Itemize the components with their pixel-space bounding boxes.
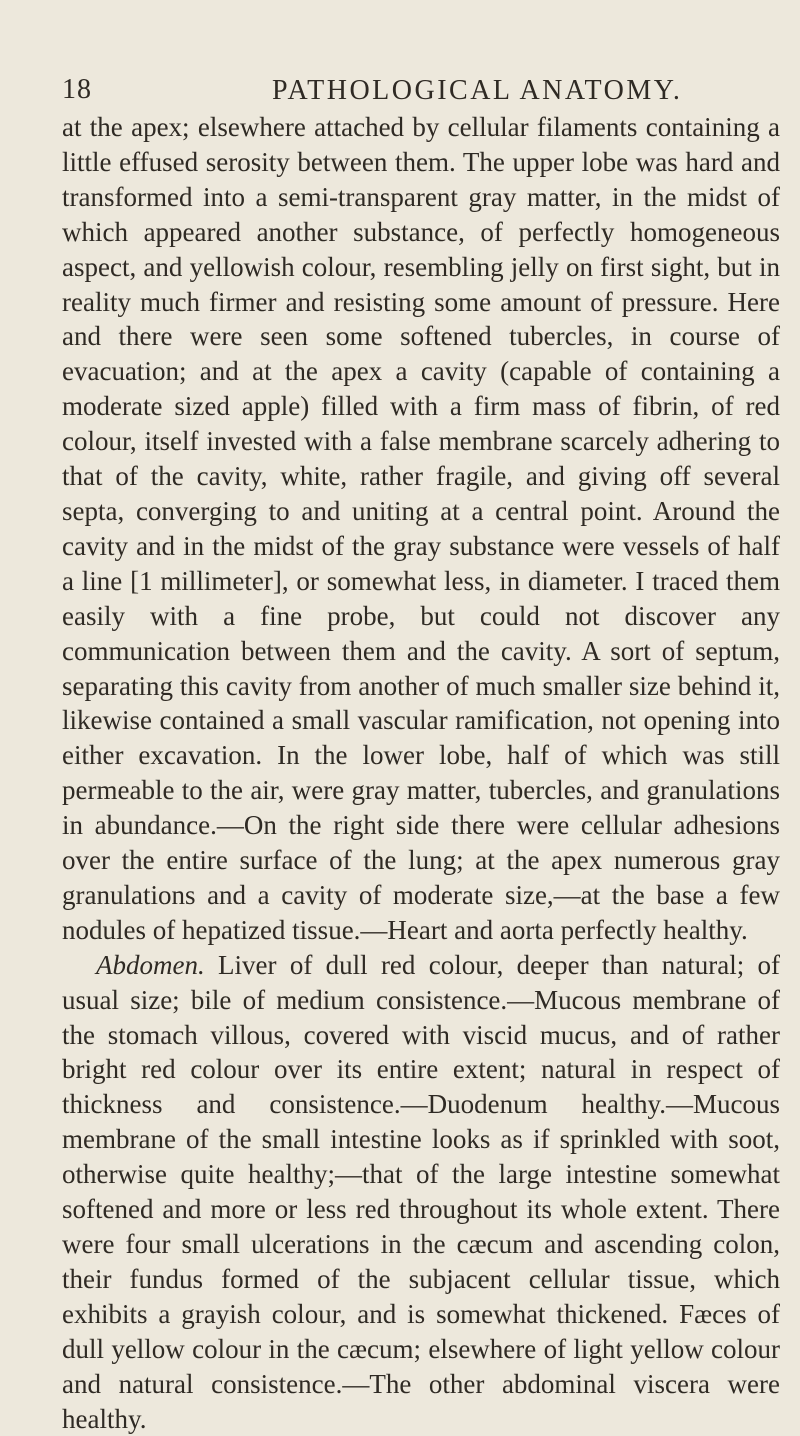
running-head: [62, 0, 780, 110]
running-title: PATHOLOGICAL ANATOMY.: [272, 75, 683, 106]
paragraph-thorax-continued: at the apex; elsewhere attached by cellular filaments containing a little effused serosity between them. The upper lobe was hard and transformed into a semi-transparent gray matter, in the midst of which appeared another substance, of perfectly homogeneous aspect, and yellowish colour, resembling jelly on first sight, but in reality much firmer and resisting some amount of pressure. Here and there were seen some softened tubercles, in course of evacuation; and at the apex a cavity (capable of containing a moderate sized apple) filled with a firm mass of fibrin, of red colour, itself invested with a false membrane scarcely adhering to that of the cavity, white, rather fragile, and giving off several septa, converging to and uniting at a central point. Around the cavity and in the midst of the gray substance were vessels of half a line [1 millimeter], or somewhat less, in diameter. I traced them easily with a fine probe, but could not discover any communication between them and the cavity. A sort of septum, separating this cavity from another of much smaller size behind it, likewise contained a small vascular ramification, not opening into either excavation. In the lower lobe, half of which was still permeable to the air, were gray matter, tubercles, and granulations in abundance.—On the right side there were cellular adhesions over the entire surface of the lung; at the apex numerous gray granulations and a cavity of moderate size,—at the base a few nodules of hepatized tissue.—Heart and aorta perfectly healthy.: [62, 112, 780, 945]
paragraph-abdomen: [62, 948, 780, 1436]
section-heading-abdomen: Abdomen.: [96, 949, 205, 980]
page-number: 18: [62, 74, 92, 105]
paragraph-abdomen-text: Liver of dull red colour, deeper than natural; of usual size; bile of medium consistence.—Mucous membrane of the stomach villous, covered with viscid mucus, and of rather bright red colour over its entire extent; natural in respect of thickness and consistence.—Duodenum healthy.—Mucous membrane of the small intestine looks as if sprinkled with soot, otherwise quite healthy;—that of the large intestine somewhat softened and more or less red throughout its whole extent. There were four small ulcerations in the cæcum and ascending colon, their fundus formed of the subjacent cellular tissue, which exhibits a grayish colour, and is somewhat thickened. Fæces of dull yellow colour in the cæcum; elsewhere of light yellow colour and natural consistence.—The other abdominal viscera were healthy.: [62, 949, 780, 1434]
body-text: [62, 110, 780, 1436]
